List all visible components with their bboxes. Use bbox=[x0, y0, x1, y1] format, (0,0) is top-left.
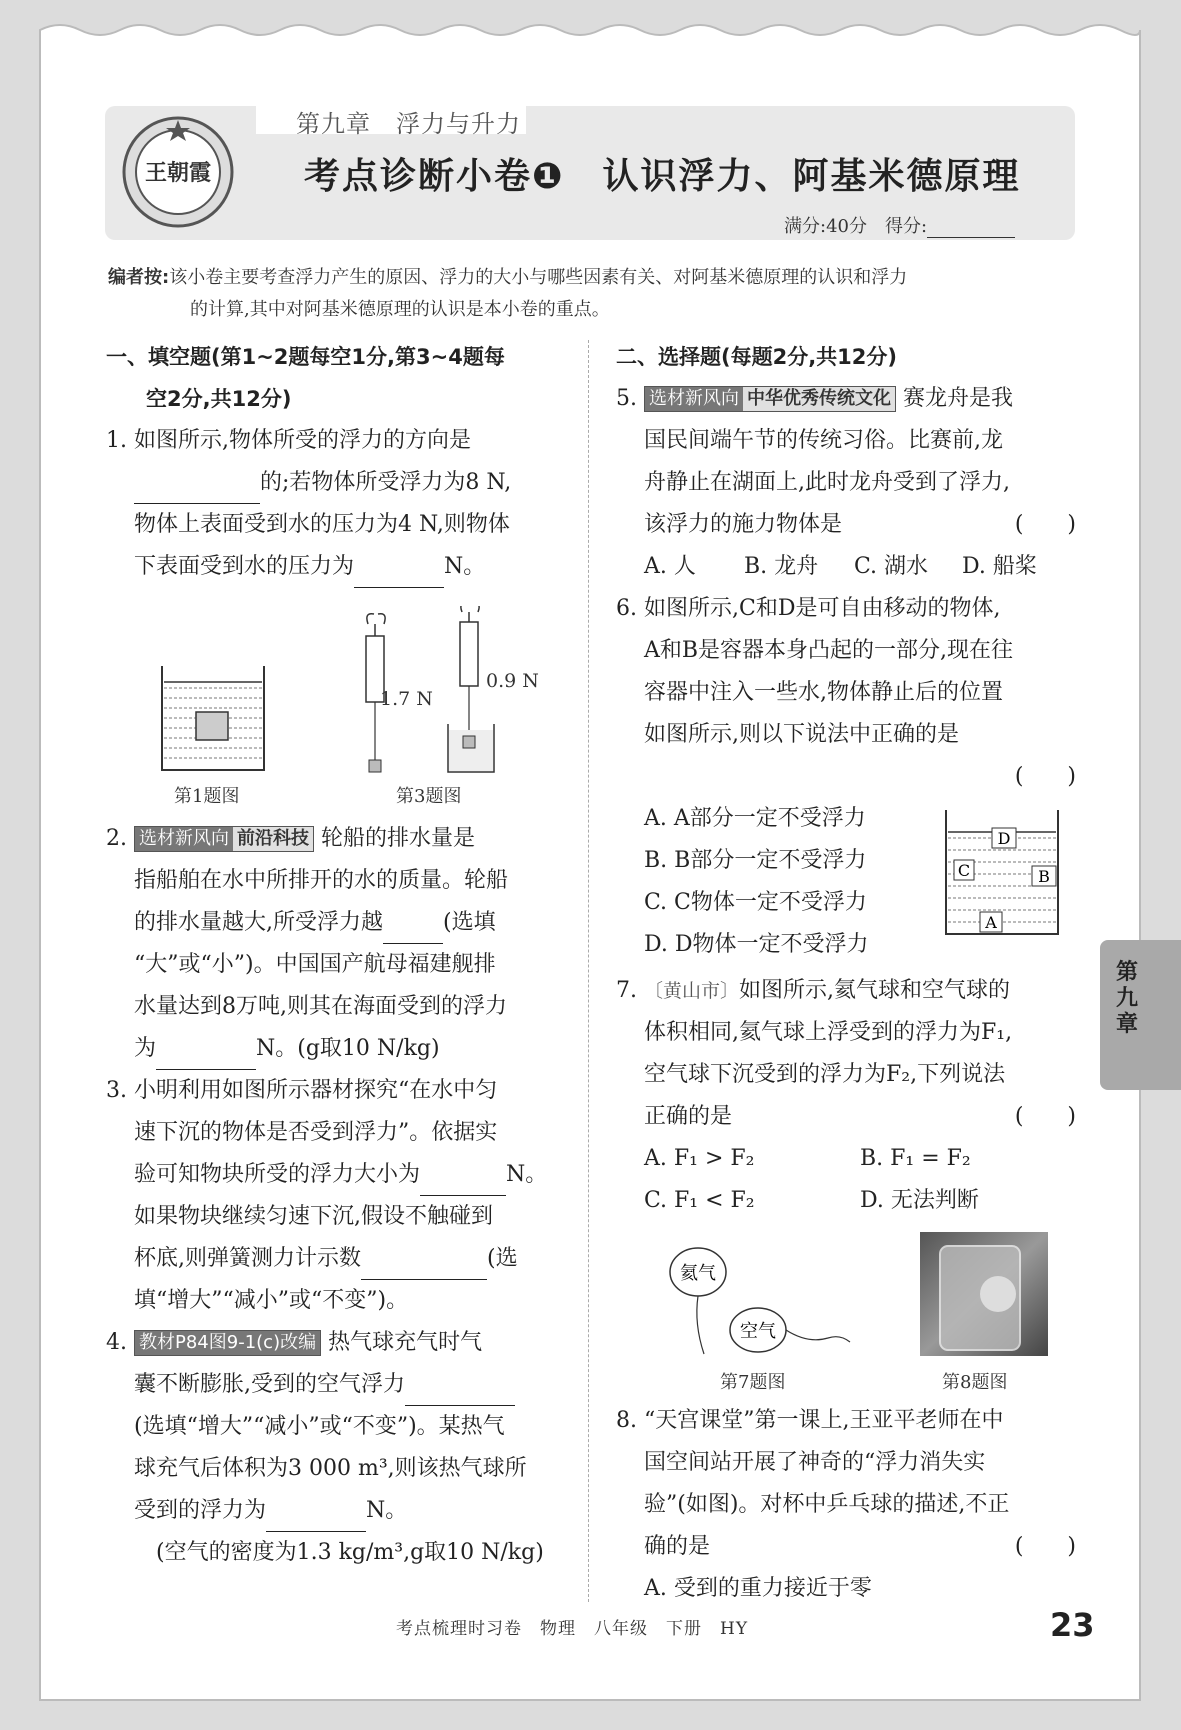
q5-option-c[interactable]: C. 湖水 bbox=[854, 554, 929, 579]
q8-option-a[interactable]: A. 受到的重力接近于零 bbox=[644, 1576, 872, 1601]
question-5 bbox=[616, 378, 1076, 588]
q8-line1: “天宫课堂”第一课上,王亚平老师在中 bbox=[644, 1408, 1004, 1433]
q6-line1: 如图所示,C和D是可自由移动的物体, bbox=[644, 596, 1001, 621]
q3-blank1[interactable] bbox=[420, 1169, 506, 1196]
left-column bbox=[106, 336, 566, 588]
q2-number: 2. bbox=[106, 826, 127, 851]
fig7-caption: 第7题图 bbox=[720, 1372, 786, 1393]
q7-line4: 正确的是 bbox=[644, 1104, 733, 1129]
q8-line3: 验”(如图)。对杯中乒乓球的描述,不正 bbox=[644, 1492, 1010, 1517]
section1-title-cont: 空2分,共12分) bbox=[146, 387, 292, 411]
q3-blank2[interactable] bbox=[361, 1253, 487, 1280]
q2-line2: 指船舶在水中所排开的水的质量。轮船 bbox=[134, 868, 509, 893]
q2-line1: 轮船的排水量是 bbox=[321, 826, 476, 851]
q2-tag bbox=[134, 826, 314, 852]
q6-line2: A和B是容器本身凸起的一部分,现在往 bbox=[644, 638, 1014, 663]
q6-line4: 如图所示,则以下说法中正确的是 bbox=[644, 722, 959, 747]
question-8 bbox=[616, 1400, 1076, 1610]
q2-line4: “大”或“小”)。中国国产航母福建舰排 bbox=[134, 952, 496, 977]
q8-answer-paren[interactable]: ( ) bbox=[1014, 1534, 1076, 1559]
side-tab-label: 第九章 bbox=[1115, 960, 1138, 1037]
q2-line6b: N。(g取10 N/kg) bbox=[256, 1036, 440, 1061]
chapter-label: 第九章 浮力与升力 bbox=[296, 111, 521, 138]
svg-text:王朝霞: 王朝霞 bbox=[144, 160, 212, 186]
logo-seal-icon bbox=[118, 112, 238, 232]
q6-option-a[interactable]: A. A部分一定不受浮力 bbox=[644, 806, 866, 831]
q7-option-c[interactable]: C. F₁ < F₂ bbox=[644, 1188, 755, 1213]
balloon-air-label: 空气 bbox=[740, 1321, 776, 1342]
q4-blank1[interactable] bbox=[405, 1379, 515, 1406]
question-2 bbox=[106, 818, 566, 1070]
editor-note-line1: 该小卷主要考查浮力产生的原因、浮力的大小与哪些因素有关、对阿基米德原理的认识和浮力 bbox=[169, 267, 908, 288]
score-line bbox=[784, 212, 1015, 238]
q1-line4: 下表面受到水的压力为 bbox=[134, 554, 355, 579]
chapter-side-tab bbox=[1100, 940, 1181, 1090]
q7-line3: 空气球下沉受到的浮力为F₂,下列说法 bbox=[644, 1062, 1006, 1087]
q2-line5: 水量达到8万吨,则其在海面受到的浮力 bbox=[134, 994, 507, 1019]
q2-line3b: (选填 bbox=[443, 910, 496, 935]
score-label: 满分:40分 得分: bbox=[784, 216, 928, 237]
q1-line1: 如图所示,物体所受的浮力的方向是 bbox=[134, 428, 471, 453]
page-title: 考点诊断小卷❶ 认识浮力、阿基米德原理 bbox=[304, 156, 1021, 197]
question-7 bbox=[616, 970, 1076, 1222]
q5-option-a[interactable]: A. 人 bbox=[644, 554, 696, 579]
fig6-label-d: D bbox=[997, 829, 1011, 848]
q7-answer-paren[interactable]: ( ) bbox=[1014, 1104, 1076, 1129]
q3-number: 3. bbox=[106, 1078, 127, 1103]
fig8-caption: 第8题图 bbox=[942, 1372, 1008, 1393]
q4-tag bbox=[134, 1330, 321, 1356]
figure-8-photo bbox=[920, 1232, 1048, 1356]
fig3-caption: 第3题图 bbox=[396, 786, 462, 807]
q8-number: 8. bbox=[616, 1408, 637, 1433]
editor-note-line2: 的计算,其中对阿基米德原理的认识是本小卷的重点。 bbox=[190, 299, 610, 320]
editor-note-label: 编者按: bbox=[108, 267, 170, 288]
q2-blank2[interactable] bbox=[156, 1043, 256, 1070]
q6-option-d[interactable]: D. D物体一定不受浮力 bbox=[644, 932, 869, 957]
figure-6-container bbox=[944, 808, 1060, 936]
q3-line1: 小明利用如图所示器材探究“在水中匀 bbox=[134, 1078, 498, 1103]
q6-number: 6. bbox=[616, 596, 637, 621]
question-1 bbox=[106, 420, 566, 588]
fig6-label-a: A bbox=[985, 913, 997, 932]
q5-tag-a: 选材新风向 bbox=[645, 387, 743, 411]
figure-1-container bbox=[158, 662, 268, 774]
q4-number: 4. bbox=[106, 1330, 127, 1355]
figure-7-balloons bbox=[668, 1244, 858, 1362]
fig1-caption: 第1题图 bbox=[174, 786, 240, 807]
q5-option-b[interactable]: B. 龙舟 bbox=[744, 554, 819, 579]
q7-option-a[interactable]: A. F₁ > F₂ bbox=[644, 1146, 755, 1171]
q4-line5: 受到的浮力为 bbox=[134, 1498, 267, 1523]
page-number: 23 bbox=[1050, 1606, 1095, 1644]
q1-line2: 的;若物体所受浮力为8 N, bbox=[260, 470, 512, 495]
q3-line3b: N。 bbox=[506, 1162, 548, 1187]
section1-title: 一、填空题(第1~2题每空1分,第3~4题每 bbox=[106, 345, 505, 369]
q6-answer-paren[interactable]: ( ) bbox=[1014, 764, 1076, 789]
q1-number: 1. bbox=[106, 428, 127, 453]
q2-tag-a: 选材新风向 bbox=[135, 827, 233, 851]
fig3-label-2: 0.9 N bbox=[486, 670, 539, 692]
fig6-label-b: B bbox=[1038, 867, 1050, 886]
q8-line4: 确的是 bbox=[644, 1534, 711, 1559]
question-3 bbox=[106, 1070, 566, 1322]
q5-number: 5. bbox=[616, 386, 637, 411]
q6-option-b[interactable]: B. B部分一定不受浮力 bbox=[644, 848, 867, 873]
q5-option-d[interactable]: D. 船桨 bbox=[962, 554, 1037, 579]
q2-tag-b: 前沿科技 bbox=[233, 827, 313, 851]
q5-tag-b: 中华优秀传统文化 bbox=[743, 387, 895, 411]
q3-line5b: (选 bbox=[487, 1246, 518, 1271]
q4-line6: (空气的密度为1.3 kg/m³,g取10 N/kg) bbox=[156, 1540, 544, 1565]
right-column-bottom bbox=[616, 1400, 1076, 1610]
q1-blank1[interactable] bbox=[134, 477, 260, 504]
q5-line1: 赛龙舟是我 bbox=[903, 386, 1014, 411]
q2-line3: 的排水量越大,所受浮力越 bbox=[134, 910, 383, 935]
q2-line6: 为 bbox=[134, 1036, 157, 1061]
q7-option-b[interactable]: B. F₁ = F₂ bbox=[860, 1146, 971, 1171]
q3-line4: 如果物块继续匀速下沉,假设不触碰到 bbox=[134, 1204, 493, 1229]
q6-option-c[interactable]: C. C物体一定不受浮力 bbox=[644, 890, 867, 915]
q3-line2: 速下沉的物体是否受到浮力”。依据实 bbox=[134, 1120, 498, 1145]
section2-title: 二、选择题(每题2分,共12分) bbox=[616, 345, 898, 369]
right-column-lower bbox=[616, 970, 1076, 1222]
q3-line5: 杯底,则弹簧测力计示数 bbox=[134, 1246, 361, 1271]
q4-line4: 球充气后体积为3 000 m³,则该热气球所 bbox=[134, 1456, 527, 1481]
editor-note bbox=[108, 262, 1074, 326]
balloon-helium-label: 氦气 bbox=[680, 1263, 716, 1284]
q7-line1: 如图所示,氦气球和空气球的 bbox=[739, 978, 1011, 1003]
question-4 bbox=[106, 1322, 566, 1574]
q5-line2: 国民间端午节的传统习俗。比赛前,龙 bbox=[644, 428, 1003, 453]
q7-line2: 体积相同,氦气球上浮受到的浮力为F₁, bbox=[644, 1020, 1013, 1045]
q3-line6: 填“增大”“减小”或“不变”)。 bbox=[134, 1288, 409, 1313]
q5-line3: 舟静止在湖面上,此时龙舟受到了浮力, bbox=[644, 470, 1010, 495]
q1-unit: N。 bbox=[444, 554, 486, 579]
q4-blank2[interactable] bbox=[266, 1505, 366, 1532]
fig1-block bbox=[196, 712, 228, 740]
column-divider bbox=[588, 340, 589, 1602]
q1-blank2[interactable] bbox=[354, 561, 444, 588]
q4-tag-a: 教材P84图9-1(c)改编 bbox=[135, 1331, 320, 1355]
q5-line4: 该浮力的施力物体是 bbox=[644, 512, 843, 537]
q4-line1: 热气球充气时气 bbox=[328, 1330, 483, 1355]
q2-blank1[interactable] bbox=[383, 917, 443, 944]
q4-line3: (选填“增大”“减小”或“不变”)。某热气 bbox=[134, 1414, 505, 1439]
q7-option-d[interactable]: D. 无法判断 bbox=[860, 1188, 979, 1213]
q7-number: 7. bbox=[616, 978, 637, 1003]
q5-tag bbox=[644, 386, 896, 412]
left-column-lower bbox=[106, 818, 566, 1574]
score-blank[interactable] bbox=[927, 221, 1015, 238]
q4-line5b: N。 bbox=[366, 1498, 408, 1523]
q6-line3: 容器中注入一些水,物体静止后的位置 bbox=[644, 680, 1003, 705]
q8-line2: 国空间站开展了神奇的“浮力消失实 bbox=[644, 1450, 986, 1475]
q1-line3: 物体上表面受到水的压力为4 N,则物体 bbox=[134, 512, 510, 537]
q3-line3: 验可知物块所受的浮力大小为 bbox=[134, 1162, 421, 1187]
q4-line2: 囊不断膨胀,受到的空气浮力 bbox=[134, 1372, 405, 1397]
footer-text: 考点梳理时习卷 物理 八年级 下册 HY bbox=[396, 1619, 749, 1639]
q7-region: 〔黄山市〕 bbox=[644, 980, 740, 1002]
fig6-label-c: C bbox=[957, 861, 971, 880]
fig3-label-1: 1.7 N bbox=[380, 688, 433, 710]
q5-answer-paren[interactable]: ( ) bbox=[1014, 512, 1076, 537]
